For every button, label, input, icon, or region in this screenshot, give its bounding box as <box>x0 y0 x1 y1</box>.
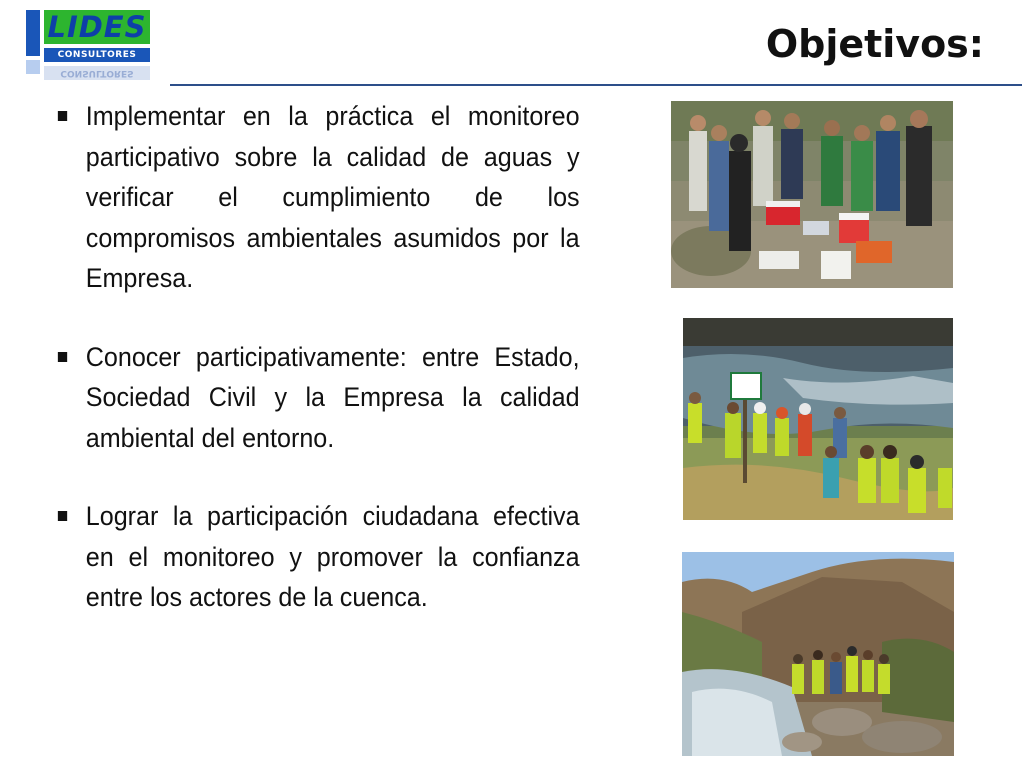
square-bullet-icon <box>58 511 67 521</box>
photo-mountain-river <box>682 552 954 756</box>
objectives-list <box>56 96 580 656</box>
logo-subtitle: CONSULTORES <box>44 48 150 62</box>
logo-bar-reflection <box>26 60 40 74</box>
square-bullet-icon <box>58 111 67 121</box>
logo-subtitle-reflection: CONSULTORES <box>44 66 150 80</box>
objective-item <box>56 96 580 299</box>
logo-bar <box>26 10 40 56</box>
square-bullet-icon <box>58 352 67 362</box>
objective-item <box>56 496 580 618</box>
slide-title: Objetivos: <box>765 22 984 66</box>
objective-text: Lograr la participación ciudadana efectiva en el monitoreo y promover la confianza entre los actores de la cuenca. <box>85 501 580 612</box>
photo-monitoring-team <box>671 101 953 288</box>
objective-text: Conocer participativamente: entre Estado, Sociedad Civil y la Empresa la calidad ambiental del entorno. <box>85 341 580 453</box>
objective-item <box>56 337 580 459</box>
lides-logo <box>26 8 150 88</box>
title-divider <box>170 84 1022 86</box>
logo-wordmark: LIDES <box>44 10 150 44</box>
photo-river-monitoring <box>683 318 953 520</box>
objective-text: Implementar en la práctica el monitoreo participativo sobre la calidad de aguas y verificar el cumplimiento de los compromisos ambientales asumidos por la Empresa. <box>85 101 580 293</box>
